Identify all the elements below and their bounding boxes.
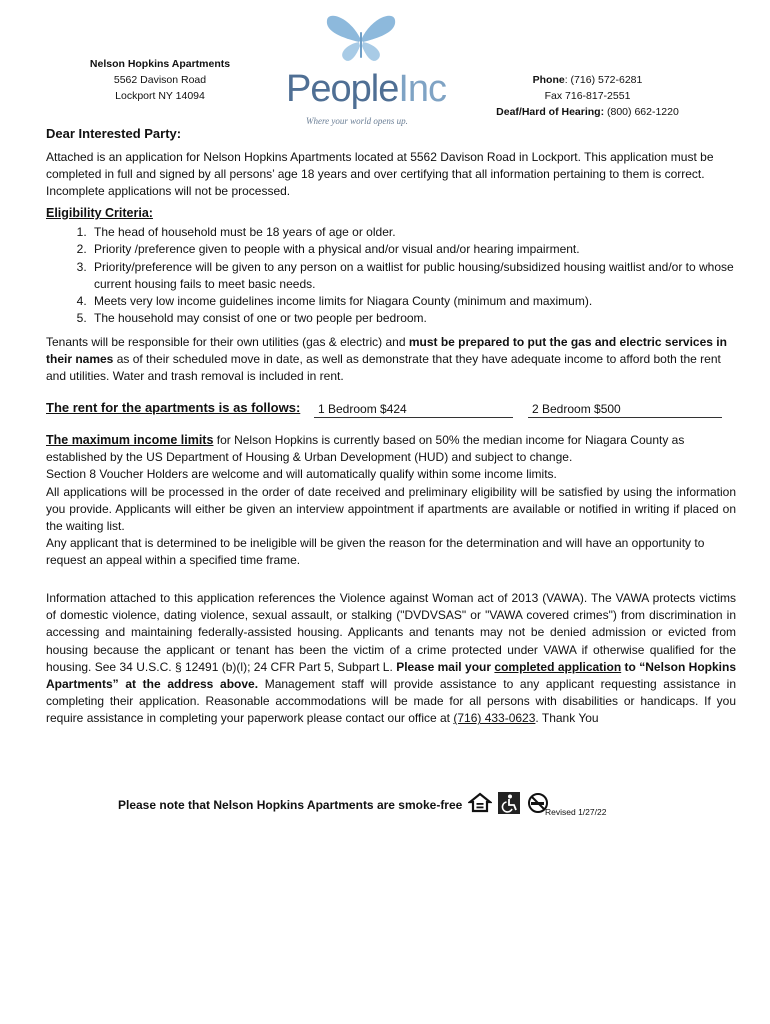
intro-paragraph: Attached is an application for Nelson Hopkins Apartments located at 5562 Davison Road in Lockport. This application must be completed in full and signed by all persons’ age 18 years and over certifying that all information pertaining to them is correct. Incomplete applications will not be processed. <box>46 150 714 199</box>
rent-title: The rent for the apartments is as follows: <box>46 400 301 415</box>
rent-1br: 1 Bedroom $424 <box>314 402 513 418</box>
butterfly-icon <box>321 10 401 66</box>
utilities-bold: must be prepared to put the gas and electric services in their names <box>46 335 727 367</box>
revised-date: Revised 1/27/22 <box>545 807 607 817</box>
list-item: 5. The household may consist of one or two people per bedroom. <box>90 310 736 327</box>
deaf-value: (800) 662-1220 <box>604 106 679 118</box>
footer <box>118 798 678 817</box>
deaf-label: Deaf/Hard of Hearing: <box>496 106 605 118</box>
phone-line <box>470 72 705 88</box>
phone-label: Phone <box>532 74 565 86</box>
utilities-paragraph <box>46 334 736 386</box>
list-item: 4. Meets very low income guidelines income limits for Niagara County (minimum and maximum). <box>90 293 736 310</box>
eligibility-list <box>46 224 736 327</box>
rent-row <box>46 400 736 415</box>
vawa-bold-1: Please mail your <box>396 659 495 674</box>
fax-line: Fax 716-817-2551 <box>544 90 631 102</box>
list-item: 3. Priority/preference will be given to any person on a waitlist for public housing/subsidized housing waitlist and/or to whose current housing fails to meet basic needs. <box>90 259 736 293</box>
vawa-end: . Thank You <box>535 711 599 726</box>
eligibility-section <box>46 205 736 327</box>
deaf-line <box>470 104 705 120</box>
logo-wordmark <box>286 68 446 111</box>
org-name: Nelson Hopkins Apartments <box>89 58 231 70</box>
phone-value: : (716) 572-6281 <box>564 74 643 86</box>
logo-people: People <box>286 68 399 110</box>
org-address-block <box>60 56 260 104</box>
contact-block <box>470 72 705 120</box>
vawa-text-1: Information attached to this application references the Violence against Woman act of 2013 (VAWA). The VAWA protects victims of domestic violence, dating violence, sexual assault, or stalking ("DVDVSAS" or "VAWA covered crimes") from discrimination in accessing and maintaining federally-assisted housing. Applicants and tenants may not be denied admission or evicted from housing because the applicant or tenant has been the victim of a crime protected under VAWA if otherwise qualified for the housing. See 34 U.S.C. § 12491 (b)(l); 24 CFR Part 5, Subpart L. <box>46 591 736 674</box>
vawa-text-2: Management staff will provide assistance to any applicant requesting assistance in completing their application. Reasonable accommodations will be made for all persons with disabilities or handicaps. If you require assistance in completing your paperwork please contact our office at <box>46 677 737 726</box>
utilities-text-1: Tenants will be responsible for their own utilities (gas & electric) and <box>46 335 409 349</box>
vawa-phone: (716) 433-0623 <box>453 711 536 726</box>
logo-inc: Inc <box>398 68 447 110</box>
utilities-text-2: as of their scheduled move in date, as well as demonstrate that they have adequate income to afford both the rent and utilities. Water and trash removal is included in rent. <box>46 352 721 384</box>
equal-housing-icon <box>468 792 492 814</box>
vawa-bold-underline: completed application <box>494 659 622 674</box>
greeting: Dear Interested Party: <box>46 126 182 141</box>
section8-paragraph: Section 8 Voucher Holders are welcome and will automatically qualify within some income limits. <box>46 467 557 482</box>
list-item: 1. The head of household must be 18 years of age or older. <box>90 224 736 241</box>
vawa-bold-2: to “Nelson Hopkins Apartments” at the address above. <box>46 659 737 692</box>
peopleinc-logo <box>278 10 448 130</box>
max-income-text: for Nelson Hopkins is currently based on 50% the median income for Niagara County as established by the US Department of Housing & Urban Development (HUD) and subject to change. <box>46 433 685 465</box>
logo-tagline: Where your world opens up. <box>306 116 408 126</box>
ineligible-paragraph: Any applicant that is determined to be ineligible will be given the reason for the determination and will have an opportunity to request an appeal within a specified time frame. <box>46 536 705 568</box>
vawa-paragraph <box>46 590 736 728</box>
income-section <box>46 432 736 570</box>
eligibility-title: Eligibility Criteria: <box>46 206 153 220</box>
address-line-1: 5562 Davison Road <box>113 74 207 86</box>
rent-2br: 2 Bedroom $500 <box>528 402 722 418</box>
max-income-title: The maximum income limits <box>46 433 214 447</box>
max-income-paragraph <box>46 432 736 466</box>
smoke-free-note: Please note that Nelson Hopkins Apartments are smoke-free <box>118 798 463 812</box>
address-line-2: Lockport NY 14094 <box>115 90 205 102</box>
footer-icons <box>468 792 552 814</box>
list-item: 2. Priority /preference given to people with a physical and/or visual and/or hearing impairment. <box>90 241 736 258</box>
accessibility-icon <box>498 792 520 814</box>
processing-paragraph: All applications will be processed in the order of date received and preliminary eligibility will be satisfied by using the information you provide. Applicants will either be given an interview appointment if apartments are available or notified in writing if placed on the waiting list. <box>46 484 736 534</box>
